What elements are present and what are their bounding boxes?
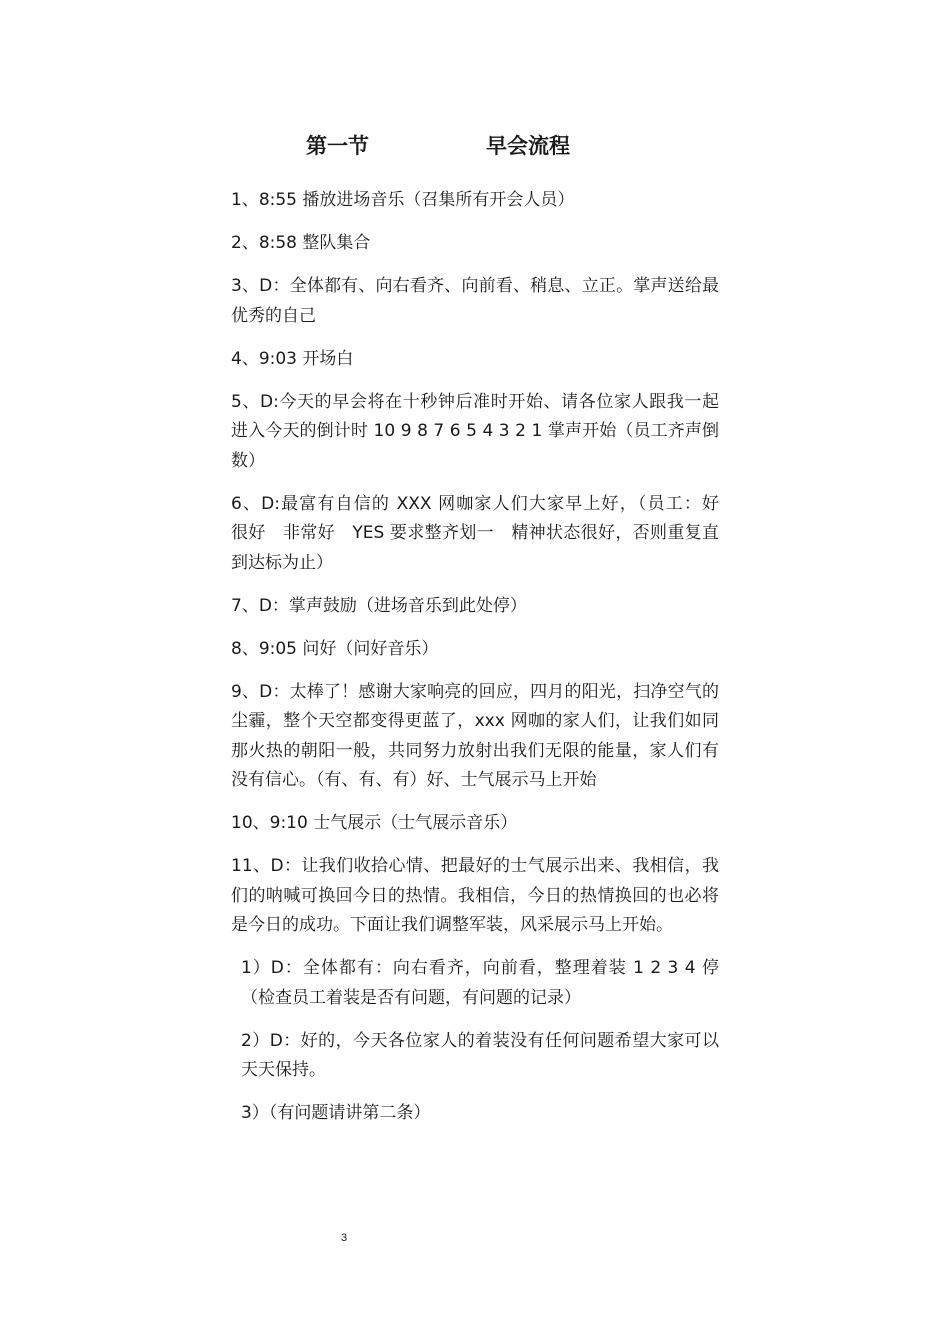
paragraph-2: 2、8:58 整队集合 — [231, 233, 371, 253]
sub-item-2: 2）D：好的，今天各位家人的着装没有任何问题希望大家可以天天保持。 — [241, 1030, 719, 1080]
paragraph-1: 1、8:55 播放进场音乐（召集所有开会人员） — [231, 190, 575, 210]
paragraph-11: 11、D：让我们收拾心情、把最好的士气展示出来、我相信，我们的呐喊可换回今日的热情。我相信，今日的热情换回的也必将是今日的成功。下面让我们调整军装，风采展示马上开始。 — [231, 856, 719, 935]
paragraph-3: 3、D：全体都有、向右看齐、向前看、稍息、立正。掌声送给最优秀的自己 — [231, 276, 719, 326]
section-title — [0, 130, 950, 160]
paragraph-9: 9、D：太棒了！感谢大家响亮的回应，四月的阳光，扫净空气的尘霾，整个天空都变得更蓝了，xxx 网咖的家人们，让我们如同那火热的朝阳一般，共同努力放射出我们无限的能量，家人们有没有信心。（有、有、有）好、士气展示马上开始 — [231, 681, 719, 790]
paragraph-7: 7、D：掌声鼓励（进场音乐到此处停） — [231, 595, 527, 616]
paragraph-10: 10、9:10 士气展示（士气展示音乐） — [231, 813, 518, 833]
document-body — [231, 186, 736, 1142]
paragraph-6: 6、D:最富有自信的 XXX 网咖家人们大家早上好，（员工：好 很好 非常好 YES 要求整齐划一 精神状态很好，否则重复直到达标为止） — [231, 493, 736, 573]
section-number: 第一节 — [306, 134, 369, 158]
page-number: 3 — [341, 1232, 348, 1244]
section-name: 早会流程 — [486, 134, 570, 158]
paragraph-5: 5、D:今天的早会将在十秒钟后准时开始、请各位家人跟我一起进入今天的倒计时 10 9 8 7 6 5 4 3 2 1 掌声开始（员工齐声倒数） — [231, 391, 719, 471]
sub-item-3: 3）（有问题请讲第二条） — [241, 1103, 431, 1123]
paragraph-8: 8、9:05 问好（问好音乐） — [231, 638, 439, 659]
sub-item-1: 1）D：全体都有：向右看齐，向前看，整理着装 1 2 3 4 停（检查员工着装是否有问题，有问题的记录） — [241, 958, 719, 1008]
paragraph-4: 4、9:03 开场白 — [231, 348, 354, 369]
